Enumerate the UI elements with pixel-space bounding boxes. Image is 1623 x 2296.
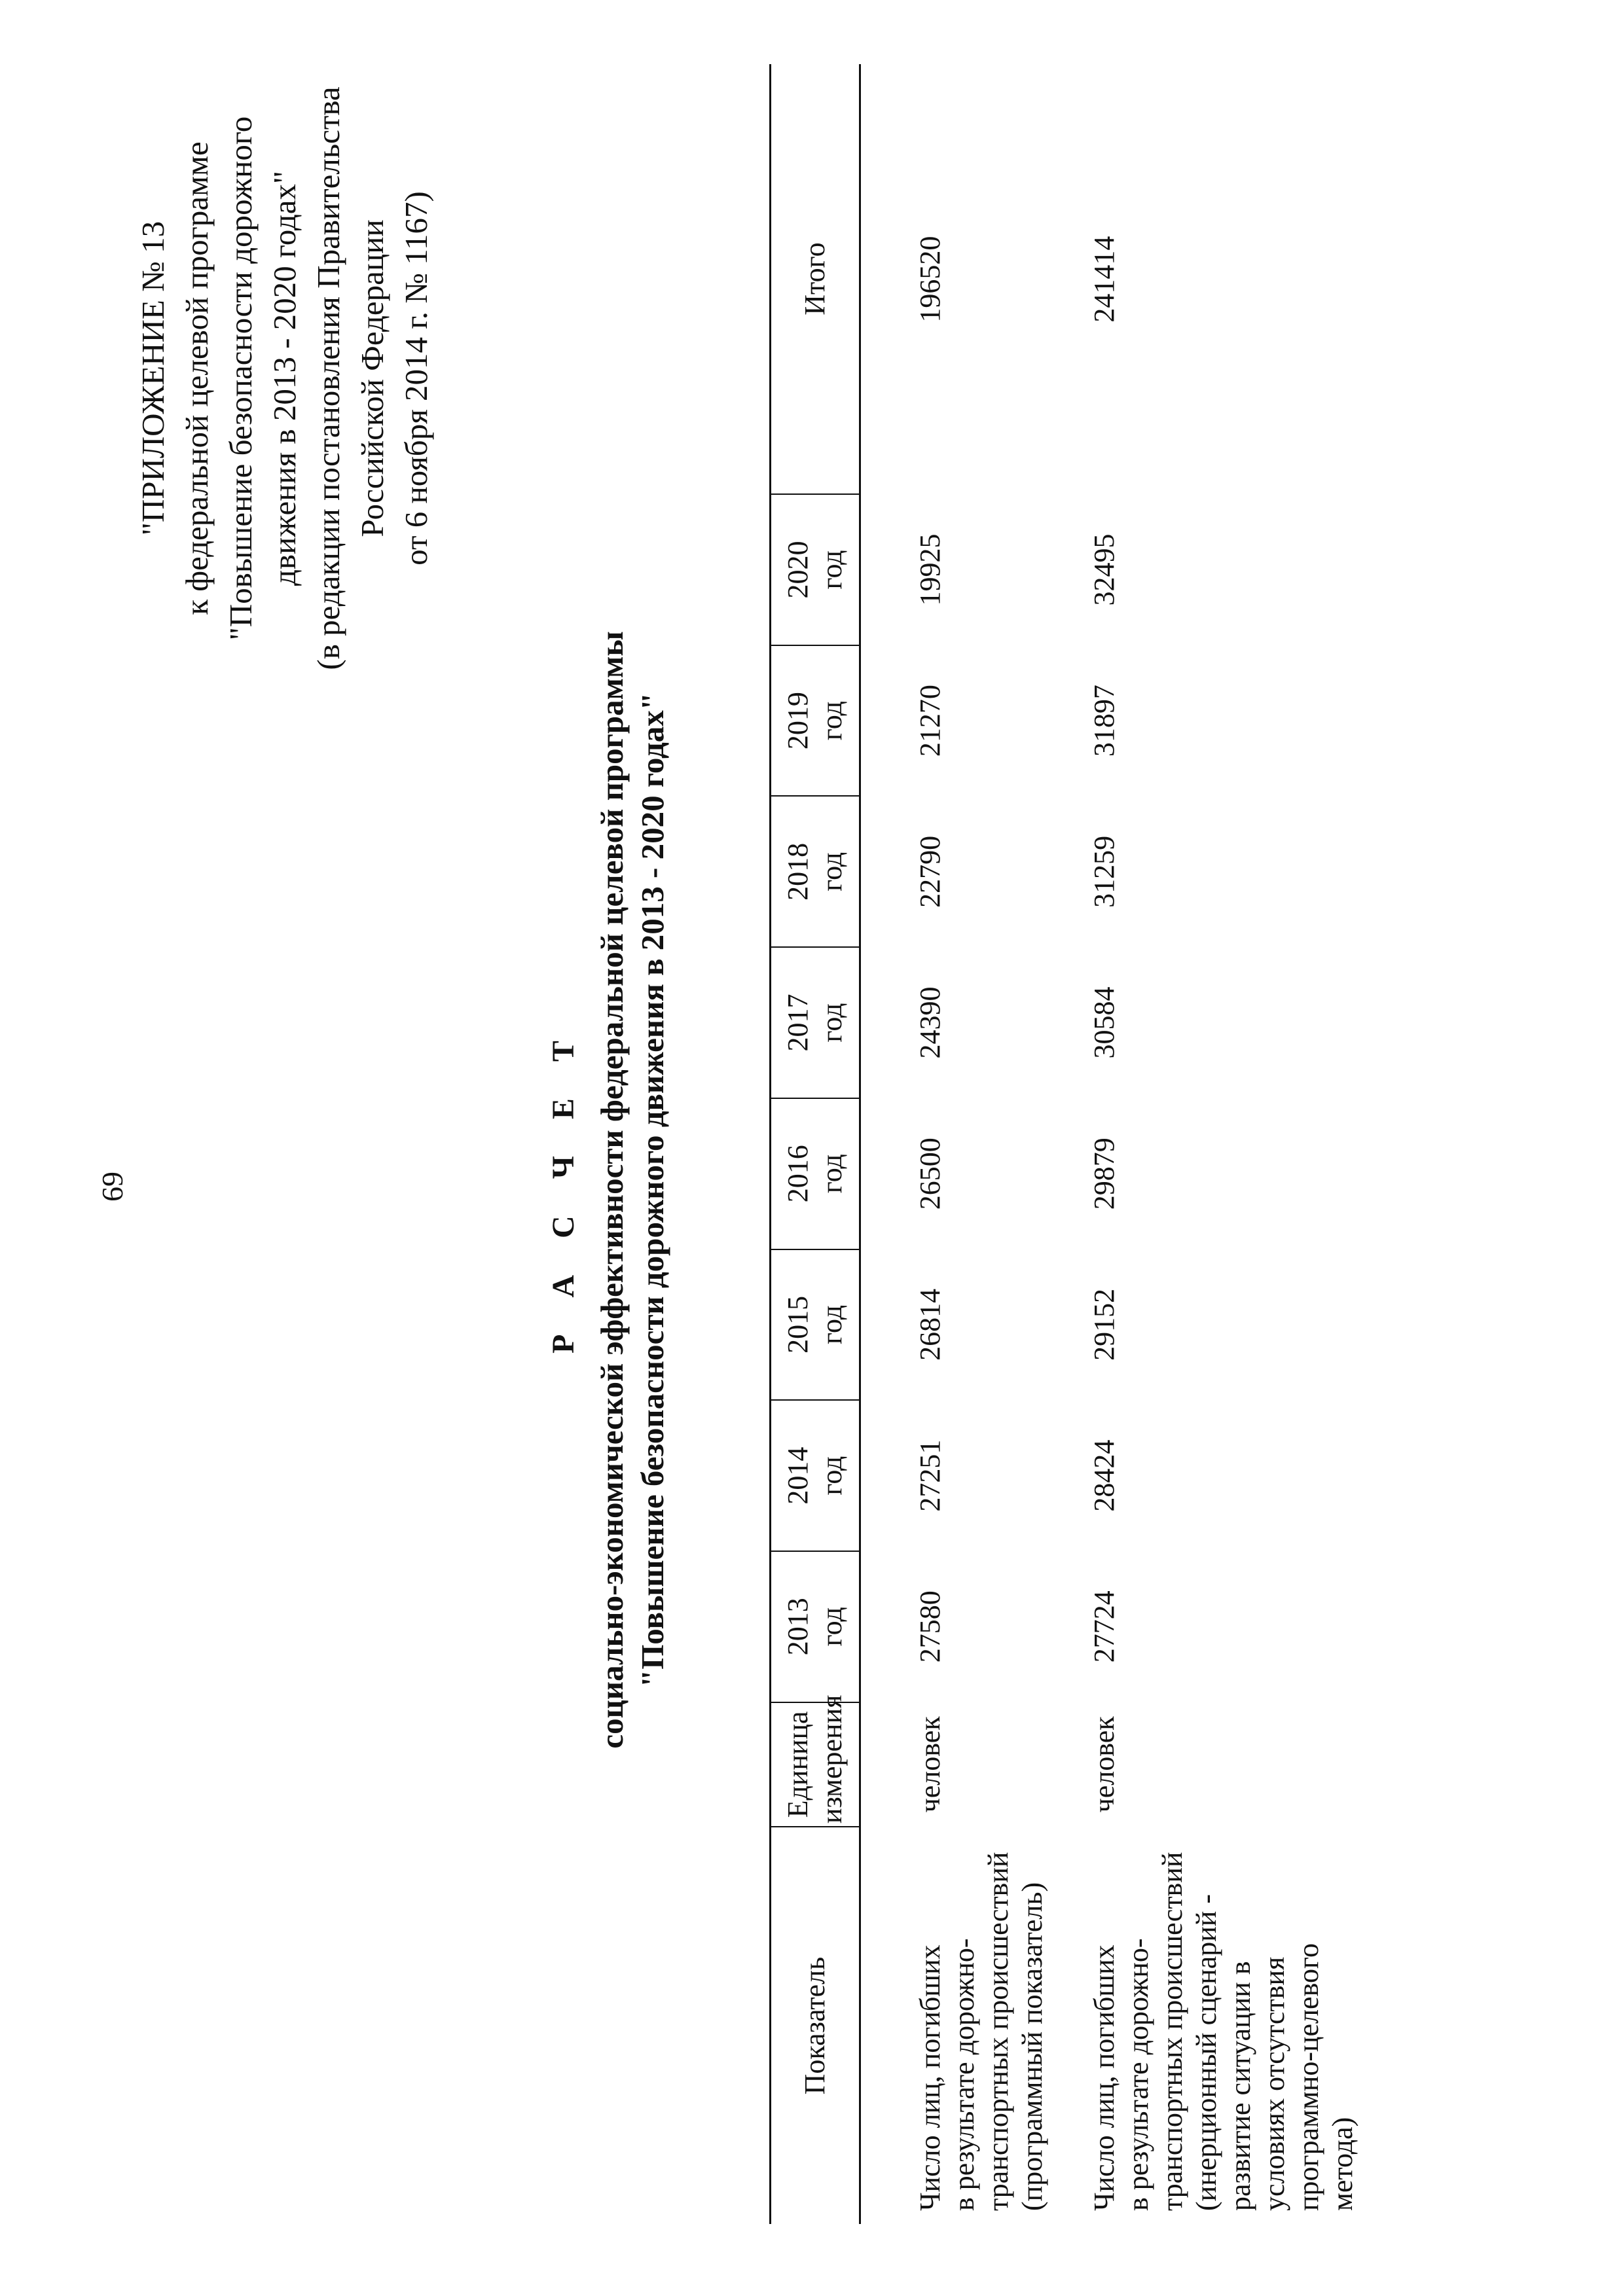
header-year-value: 2017: [782, 994, 814, 1052]
header-year: [771, 494, 860, 645]
table-row: [860, 64, 1050, 2224]
value-cell: 22790: [914, 835, 946, 908]
header-year-value: 2020: [782, 541, 814, 599]
header-year-value: 2019: [782, 692, 814, 750]
table-header-row: [771, 64, 860, 2224]
indicator-cell: [1049, 1827, 1360, 2224]
indicator-cell: [860, 1827, 1050, 2224]
value-cell: 31897: [1088, 685, 1120, 757]
indicator-line: транспортных происшествий: [1156, 1852, 1188, 2211]
header-year-value: 2015: [782, 1295, 814, 1354]
header-indicator: Показатель: [771, 1827, 860, 2224]
header-year: [771, 645, 860, 797]
value-cell: 26500: [914, 1138, 946, 1210]
header-year: [771, 947, 860, 1098]
value-cell: 27724: [1088, 1590, 1120, 1663]
value-cell: 24390: [914, 986, 946, 1059]
indicator-line: в результате дорожно-: [948, 1938, 980, 2211]
header-year-unit: год: [816, 1154, 848, 1194]
page-number: 69: [96, 1172, 129, 1202]
value-cell: 31259: [1088, 835, 1120, 908]
appendix-header: [131, 25, 438, 732]
header-unit-line: Единица: [782, 1711, 814, 1818]
header-year-value: 2018: [782, 842, 814, 901]
unit-cell: человек: [1088, 1716, 1120, 1813]
value-cell: 27580: [914, 1590, 946, 1663]
header-year-value: 2013: [782, 1598, 814, 1656]
appendix-line: от 6 ноября 2014 г. № 1167): [398, 191, 434, 565]
appendix-line: Российской Федерации: [354, 219, 390, 537]
value-cell: 30584: [1088, 986, 1120, 1059]
header-unit: [771, 1695, 860, 1827]
header-year: [771, 1249, 860, 1401]
header-year: [771, 1098, 860, 1249]
indicator-line: Число лиц, погибших: [914, 1945, 946, 2211]
appendix-line: движения в 2013 - 2020 годах": [266, 170, 302, 586]
title-main: Р А С Ч Е Т: [546, 1026, 581, 1354]
header-year-unit: год: [816, 1304, 848, 1344]
header-unit-line: измерения: [816, 1695, 848, 1824]
header-year-unit: год: [816, 550, 848, 590]
indicator-line: условиях отсутствия: [1258, 1956, 1290, 2211]
indicator-line: в результате дорожно-: [1122, 1938, 1154, 2211]
header-year-unit: год: [816, 701, 848, 741]
indicator-line: транспортных происшествий: [982, 1852, 1014, 2211]
header-year: [771, 1400, 860, 1551]
value-cell: 29152: [1088, 1288, 1120, 1361]
efficiency-table: [769, 64, 1360, 2224]
appendix-line: "Повышение безопасности дорожного: [223, 116, 259, 641]
value-cell: 32495: [1088, 533, 1120, 606]
value-cell: 29879: [1088, 1138, 1120, 1210]
unit-cell: человек: [914, 1716, 946, 1813]
value-cell: 28424: [1088, 1439, 1120, 1512]
indicator-line: (программный показатель): [1016, 1882, 1048, 2211]
value-cell: 21270: [914, 685, 946, 757]
header-year: [771, 1551, 860, 1702]
document-title: [543, 411, 673, 1969]
header-total: Итого: [771, 64, 860, 494]
value-cell: 27251: [914, 1439, 946, 1512]
table-row: [1049, 64, 1360, 2224]
total-cell: 241414: [1088, 236, 1120, 323]
indicator-line: развитие ситуации в: [1224, 1961, 1256, 2211]
header-year-unit: год: [816, 1456, 848, 1496]
header-year-value: 2014: [782, 1446, 814, 1505]
title-line-1: социально-экономической эффективности федеральной целевой программы: [594, 631, 630, 1749]
value-cell: 19925: [914, 533, 946, 606]
header-year-unit: год: [816, 852, 848, 891]
header-year-value: 2016: [782, 1145, 814, 1203]
indicator-line: (инерционный сценарий -: [1190, 1894, 1222, 2211]
total-cell: 196520: [914, 236, 946, 323]
appendix-line: "ПРИЛОЖЕНИЕ № 13: [135, 221, 171, 536]
title-line-2: "Повышение безопасности дорожного движения в 2013 - 2020 годах": [634, 692, 670, 1688]
value-cell: 26814: [914, 1288, 946, 1361]
appendix-line: (в редакции постановления Правительства: [310, 86, 346, 670]
indicator-line: программно-целевого: [1292, 1943, 1324, 2211]
header-year-unit: год: [816, 1607, 848, 1647]
appendix-line: к федеральной целевой программе: [179, 141, 215, 615]
indicator-line: Число лиц, погибших: [1088, 1945, 1120, 2211]
indicator-line: метода): [1326, 2117, 1359, 2211]
header-year-unit: год: [816, 1003, 848, 1043]
header-year: [771, 796, 860, 947]
